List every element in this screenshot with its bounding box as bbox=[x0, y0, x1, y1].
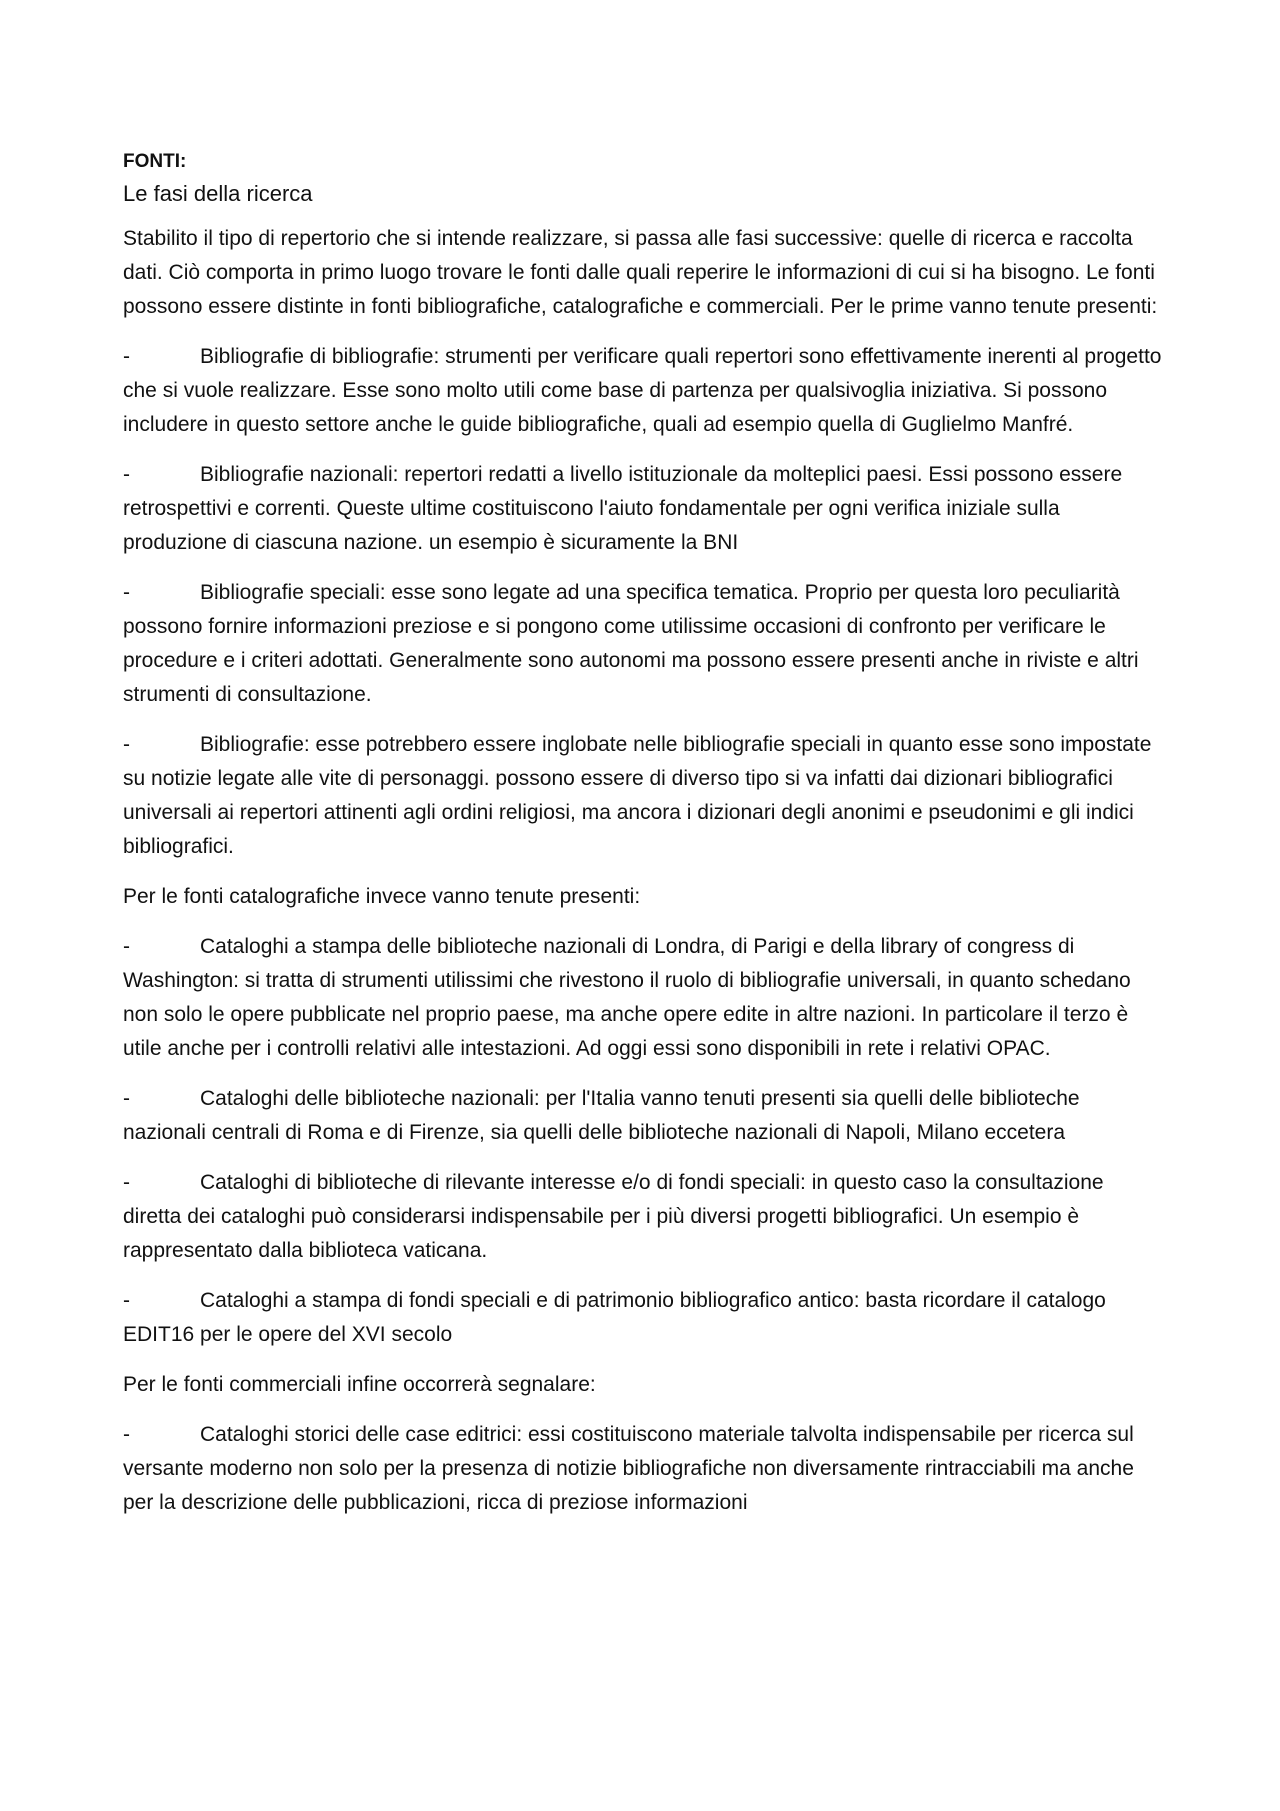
list-item bbox=[123, 728, 1163, 864]
list-item-text: Bibliografie speciali: esse sono legate ad una specifica tematica. Proprio per questa loro peculiarità possono fornire informazioni preziose e si pongono come utilissime occasioni di confronto per verificare le procedure e i criteri adottati. Generalmente sono autonomi ma possono essere presenti anche in riviste e altri strumenti di consultazione. bbox=[123, 581, 1139, 706]
intro-paragraph: Stabilito il tipo di repertorio che si intende realizzare, si passa alle fasi successive: quelle di ricerca e raccolta dati. Ciò comporta in primo luogo trovare le fonti dalle quali reperire le informazioni di cui si ha bisogno. Le fonti possono essere distinte in fonti bibliografiche, catalografiche e commerciali. Per le prime vanno tenute presenti: bbox=[123, 227, 1158, 318]
document-page bbox=[123, 150, 1163, 1536]
bullet-marker: - bbox=[123, 935, 130, 958]
document-heading: FONTI: bbox=[123, 151, 187, 172]
list-item bbox=[123, 458, 1163, 560]
bullet-marker: - bbox=[123, 1289, 130, 1312]
bullet-marker: - bbox=[123, 733, 130, 756]
bullet-marker: - bbox=[123, 1171, 130, 1194]
list-item bbox=[123, 1284, 1163, 1352]
bullet-marker: - bbox=[123, 1087, 130, 1110]
list-item-text: Cataloghi delle biblioteche nazionali: per l'Italia vanno tenuti presenti sia quelli delle biblioteche nazionali centrali di Roma e di Firenze, sia quelli delle biblioteche nazionali di Napoli, Milano eccetera bbox=[123, 1087, 1080, 1144]
bullet-marker: - bbox=[123, 1423, 130, 1446]
list-item bbox=[123, 1166, 1163, 1268]
list-item-text: Cataloghi a stampa di fondi speciali e di patrimonio bibliografico antico: basta ricordare il catalogo EDIT16 per le opere del XVI secolo bbox=[123, 1289, 1106, 1346]
list-item-text: Cataloghi di biblioteche di rilevante interesse e/o di fondi speciali: in questo caso la consultazione diretta dei cataloghi può considerarsi indispensabile per i più diversi progetti bibliografici. Un esempio è rappresentato dalla biblioteca vaticana. bbox=[123, 1171, 1104, 1262]
catalog-intro-paragraph: Per le fonti catalografiche invece vanno tenute presenti: bbox=[123, 885, 641, 908]
list-item-text: Bibliografie nazionali: repertori redatti a livello istituzionale da molteplici paesi. Essi possono essere retrospettivi e correnti. Queste ultime costituiscono l'aiuto fondamentale per ogni verifica iniziale sulla produzione di ciascuna nazione. un esempio è sicuramente la BNI bbox=[123, 463, 1123, 554]
section-title: Le fasi della ricerca bbox=[123, 181, 313, 206]
list-item bbox=[123, 340, 1163, 442]
list-item bbox=[123, 576, 1163, 712]
list-item bbox=[123, 1418, 1163, 1520]
bullet-marker: - bbox=[123, 463, 130, 486]
list-item-text: Cataloghi a stampa delle biblioteche nazionali di Londra, di Parigi e della library of congress di Washington: si tratta di strumenti utilissimi che rivestono il ruolo di bibliografie universali, in quanto schedano non solo le opere pubblicate nel proprio paese, ma anche opere edite in altre nazioni. In particolare il terzo è utile anche per i controlli relativi alle intestazioni. Ad oggi essi sono disponibili in rete i relativi OPAC. bbox=[123, 935, 1131, 1060]
list-item-text: Bibliografie di bibliografie: strumenti per verificare quali repertori sono effettivamente inerenti al progetto che si vuole realizzare. Esse sono molto utili come base di partenza per qualsivoglia iniziativa. Si possono includere in questo settore anche le guide bibliografiche, quali ad esempio quella di Guglielmo Manfré. bbox=[123, 345, 1162, 436]
list-item-text: Cataloghi storici delle case editrici: essi costituiscono materiale talvolta indispensabile per ricerca sul versante moderno non solo per la presenza di notizie bibliografiche non diversamente rintracciabili ma anche per la descrizione delle pubblicazioni, ricca di preziose informazioni bbox=[123, 1423, 1134, 1514]
list-item-text: Bibliografie: esse potrebbero essere inglobate nelle bibliografie speciali in quanto esse sono impostate su notizie legate alle vite di personaggi. possono essere di diverso tipo si va infatti dai dizionari bibliografici universali ai repertori attinenti agli ordini religiosi, ma ancora i dizionari degli anonimi e pseudonimi e gli indici bibliografici. bbox=[123, 733, 1152, 858]
list-item bbox=[123, 930, 1163, 1066]
bullet-marker: - bbox=[123, 345, 130, 368]
commercial-intro-paragraph: Per le fonti commerciali infine occorrerà segnalare: bbox=[123, 1373, 596, 1396]
bullet-marker: - bbox=[123, 581, 130, 604]
list-item bbox=[123, 1082, 1163, 1150]
